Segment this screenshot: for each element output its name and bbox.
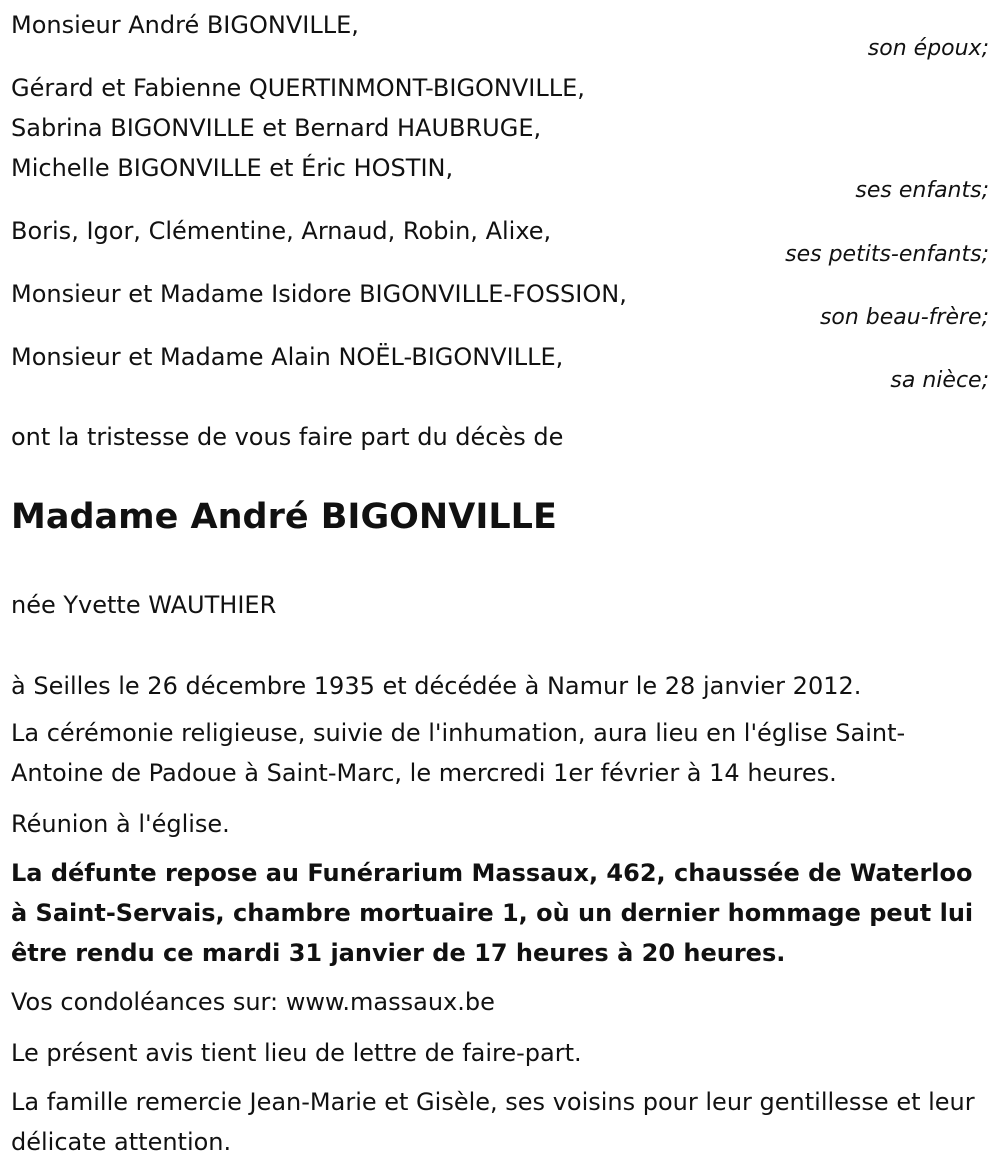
relation-label: ses enfants; xyxy=(855,178,989,203)
relation-label: son époux; xyxy=(867,36,989,61)
family-member-line: Gérard et Fabienne QUERTINMONT-BIGONVILLE, xyxy=(11,74,585,102)
meeting-text: Réunion à l'église. xyxy=(11,810,230,838)
family-member-line: Sabrina BIGONVILLE et Bernard HAUBRUGE, xyxy=(11,114,542,142)
family-member-line: Michelle BIGONVILLE et Éric HOSTIN, xyxy=(11,154,454,182)
ceremony-text: La cérémonie religieuse, suivie de l'inhumation, aura lieu en l'église Saint-Antoine de Padoue à Saint-Marc, le mercredi 1er février à 14 heures. xyxy=(11,719,906,787)
condolences-text: Vos condoléances sur: www.massaux.be xyxy=(11,988,495,1016)
family-member-line: Monsieur André BIGONVILLE, xyxy=(11,11,359,39)
relation-label: ses petits-enfants; xyxy=(785,242,989,267)
family-member-line: Monsieur et Madame Alain NOËL-BIGONVILLE, xyxy=(11,343,564,371)
family-member-line: Monsieur et Madame Isidore BIGONVILLE-FOSSION, xyxy=(11,280,627,308)
deceased-name: Madame André BIGONVILLE xyxy=(11,497,557,537)
relation-label: sa nièce; xyxy=(890,368,989,393)
family-member-line: Boris, Igor, Clémentine, Arnaud, Robin, Alixe, xyxy=(11,217,552,245)
relation-label: son beau-frère; xyxy=(819,305,989,330)
announcement-text: ont la tristesse de vous faire part du décès de xyxy=(11,423,564,451)
maiden-name: née Yvette WAUTHIER xyxy=(11,591,277,619)
birth-death-text: à Seilles le 26 décembre 1935 et décédée à Namur le 28 janvier 2012. xyxy=(11,672,862,700)
notice-text: Le présent avis tient lieu de lettre de faire-part. xyxy=(11,1039,582,1067)
funerarium-text: La défunte repose au Funérarium Massaux, 462, chaussée de Waterloo à Saint-Servais, chambre mortuaire 1, où un dernier hommage peut lui être rendu ce mardi 31 janvier de 17 heures à 20 heures. xyxy=(11,859,974,967)
thanks-text: La famille remercie Jean-Marie et Gisèle, ses voisins pour leur gentillesse et leur délicate attention. xyxy=(11,1088,975,1156)
